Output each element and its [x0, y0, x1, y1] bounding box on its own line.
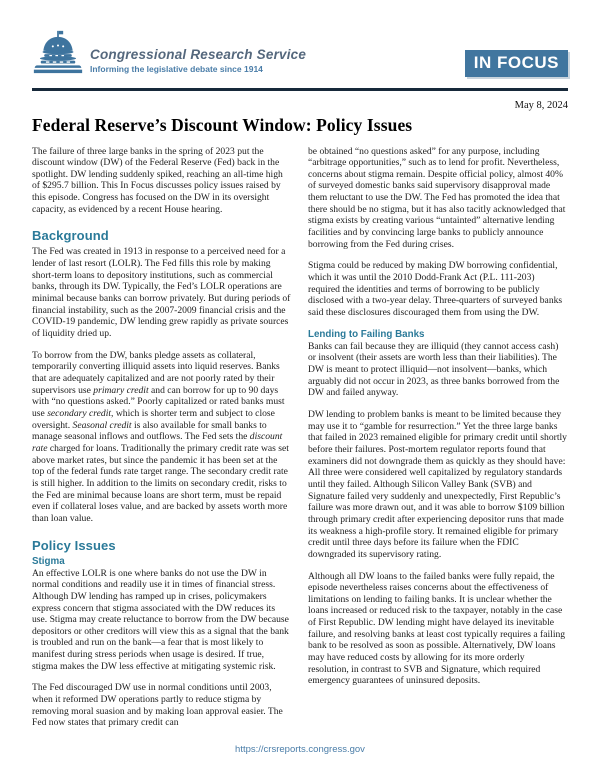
right-column — [308, 146, 567, 740]
sub-heading: Stigma — [32, 555, 65, 567]
in-focus-badge: IN FOCUS — [465, 50, 568, 77]
paragraph: The Fed discouraged DW use in normal conditions until 2003, when it reformed DW operations partly to reduce stigma by removing moral suasion and by making loan approval easier. The Fed now states that primary credit can — [32, 682, 283, 729]
paragraph: be obtained “no questions asked” for any purpose, including “arbitrage opportunities,” such as to lend for profit. Nevertheless, concerns about stigma remain. Despite official policy, almost 40% of surveyed domestic banks said supervisory disapproval made them reluctant to use the DW. The Fed has promoted the idea that there should be no stigma, but it has also tacitly acknowledged that stigma exists by creating various “untainted” alternative lending facilities and by convincing large banks to publicly announce borrowing from the Fed during crises. — [308, 145, 566, 250]
paragraph: Although all DW loans to the failed banks were fully repaid, the episode nevertheless raises concerns about the effectiveness of limitations on lending to failing banks. It is unclear whether the loans increased or reduced risk to the taxpayer, notably in the case of First Republic. DW lending might have delayed its inevitable failure, and resolving banks at least cost typically requires a failing bank to be resolved as soon as possible. Alternatively, DW loans may have reduced costs by allowing for its more orderly resolution, in contrast to SVB and Signature, which required emergency guarantees of uninsured deposits. — [308, 570, 566, 687]
header-rule — [32, 88, 568, 91]
footer-url[interactable]: https://crsreports.congress.gov — [235, 744, 365, 755]
left-column — [32, 146, 291, 740]
capitol-dome-icon — [32, 34, 84, 80]
page-title: Federal Reserve’s Discount Window: Policy Issues — [32, 114, 413, 135]
paragraph: The Fed was created in 1913 in response to a perceived need for a lender of last resort (LOLR). The Fed fills this role by making short-term loans to depository institutions, such as commercial banks, through its DW. Typically, the Fed’s LOLR operations are minimal because banks can borrow privately. But during periods of financial instability, such as the 2007-2009 financial crisis and the COVID-19 pandemic, DW lending grew rapidly as private sources of liquidity dried up. — [32, 246, 291, 340]
logo-tagline: Informing the legislative debate since 1914 — [90, 63, 263, 74]
paragraph: The failure of three large banks in the spring of 2023 put the discount window (DW) of the Federal Reserve (Fed) back in the spotlight. DW lending suddenly spiked, reaching an all-time high of $295.7 billion. This In Focus discusses policy issues raised by this episode. Congress has focused on the DW in its oversight capacity, as evidenced by a recent House hearing. — [32, 145, 283, 215]
masthead — [32, 34, 568, 86]
paragraph: An effective LOLR is one where banks do not use the DW in normal conditions and readily use it in times of financial stress. Although DW lending has ramped up in crises, policymakers express concern that stigma associated with the DW reduces its use. Stigma may create reluctance to borrow from the DW because depositors or other creditors will view this as a signal that the bank is troubled and run on the bank—a fear that is most likely to manifest during stress periods when usage is desired. If true, stigma makes the DW less effective at mitigating systemic risk. — [32, 567, 289, 672]
sub-heading: Lending to Failing Banks — [308, 328, 425, 340]
logo-title: Congressional Research Service — [90, 47, 307, 63]
logo-text-block — [90, 48, 306, 73]
crs-logo — [32, 34, 306, 80]
section-heading: Background — [32, 228, 109, 244]
two-column-body — [32, 146, 568, 740]
paragraph: DW lending to problem banks is meant to be limited because they may use it to “gamble for resurrection.” Yet the three large banks that failed in 2023 remained eligible for primary credit until shortly before their failures. Post-mortem regulator reports found that examiners did not downgrade them as quickly as they should have: All three were considered well capitalized by regulatory standards until they failed. Although Silicon Valley Bank (SVB) and Signature failed very suddenly and unexpectedly, First Republic’s failure was more drawn out, and it was able to borrow $109 billion through primary credit after experiencing depositor runs that made its weakness a high-profile story. It remained eligible for primary credit until three days before its failure when the FDIC downgraded its supervisory rating. — [308, 408, 567, 560]
paragraph: To borrow from the DW, banks pledge assets as collateral, temporarily converting illiquid assets into liquid reserves. Banks that are adequately capitalized and are not poorly rated by their supervisors use primary credit and can borrow for up to 90 days with “no questions asked.” Poorly capitalized or rated banks must use secondary credit, which is shorter term and subject to close oversight. Seasonal credit is also available for small banks to manage seasonal inflows and outflows. The Fed sets the discount rate charged for loans. Traditionally the primary credit rate was set above market rates, but since the pandemic it has been set at the top of the federal funds rate target range. The secondary credit rate is still higher. In addition to the limits on secondary credit, risks to the Fed are minimal because loans are short term, must be repaid even if collateral loses value, and are backed by assets worth more than loan value. — [32, 349, 289, 524]
paragraph: Banks can fail because they are illiquid (they cannot access cash) or insolvent (their assets are worth less than their liabilities). The DW is meant to protect illiquid—not insolvent—banks, which arguably did not occur in 2023, as three banks borrowed from the DW and failed anyway. — [308, 340, 560, 399]
paragraph: Stigma could be reduced by making DW borrowing confidential, which it was until the 2010 Dodd-Frank Act (P.L. 111-203) required the identities and terms of borrowing to be publicly disclosed with a two-year delay. Three-quarters of surveyed banks said these disclosures discouraged them from using the DW. — [308, 260, 563, 319]
section-heading: Policy Issues — [32, 537, 116, 553]
publication-date: May 8, 2024 — [514, 99, 568, 111]
